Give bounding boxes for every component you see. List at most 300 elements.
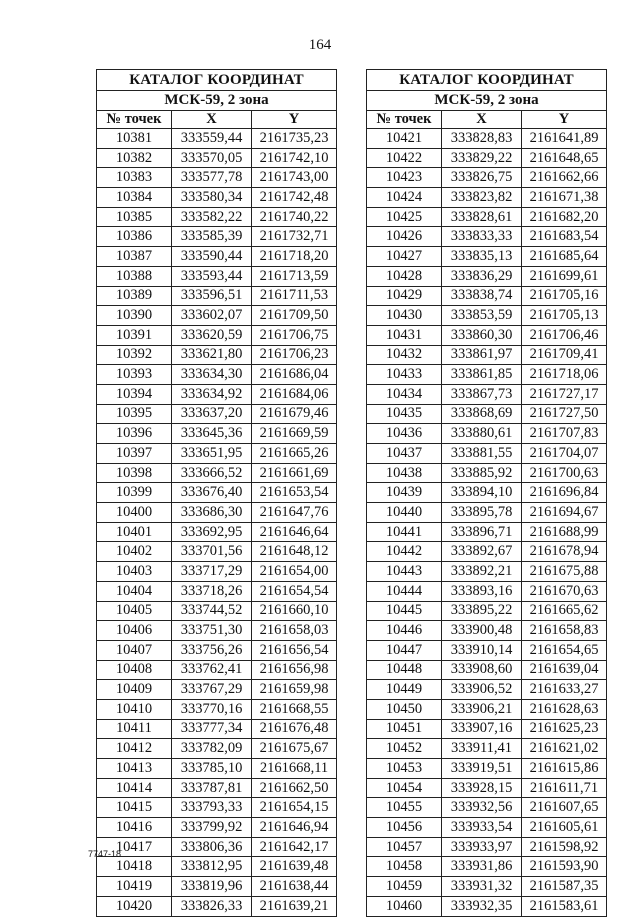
table-row — [367, 266, 607, 286]
y-coordinate-cell: 2161711,53 — [252, 286, 337, 306]
table-row — [97, 562, 337, 582]
point-number-cell: 10431 — [367, 325, 442, 345]
y-coordinate-cell: 2161654,65 — [522, 640, 607, 660]
table-row — [367, 680, 607, 700]
table-row — [97, 365, 337, 385]
x-coordinate-cell: 333861,97 — [442, 345, 522, 365]
table-row — [367, 483, 607, 503]
column-header-point-number: № точек — [97, 111, 172, 129]
table-row — [367, 384, 607, 404]
x-coordinate-cell: 333835,13 — [442, 247, 522, 267]
table-row — [97, 601, 337, 621]
table-row — [367, 207, 607, 227]
x-coordinate-cell: 333701,56 — [172, 542, 252, 562]
y-coordinate-cell: 2161682,20 — [522, 207, 607, 227]
y-coordinate-cell: 2161647,76 — [252, 503, 337, 523]
point-number-cell: 10450 — [367, 699, 442, 719]
x-coordinate-cell: 333932,56 — [442, 798, 522, 818]
point-number-cell: 10417 — [97, 837, 172, 857]
x-coordinate-cell: 333751,30 — [172, 621, 252, 641]
x-coordinate-cell: 333928,15 — [442, 778, 522, 798]
point-number-cell: 10456 — [367, 818, 442, 838]
x-coordinate-cell: 333881,55 — [442, 444, 522, 464]
y-coordinate-cell: 2161587,35 — [522, 877, 607, 897]
y-coordinate-cell: 2161713,59 — [252, 266, 337, 286]
y-coordinate-cell: 2161742,48 — [252, 188, 337, 208]
y-coordinate-cell: 2161642,17 — [252, 837, 337, 857]
point-number-cell: 10394 — [97, 384, 172, 404]
table-row — [97, 896, 337, 916]
point-number-cell: 10443 — [367, 562, 442, 582]
table-row — [97, 719, 337, 739]
point-number-cell: 10402 — [97, 542, 172, 562]
y-coordinate-cell: 2161696,84 — [522, 483, 607, 503]
y-coordinate-cell: 2161646,64 — [252, 522, 337, 542]
catalog-subtitle: МСК-59, 2 зона — [97, 91, 337, 111]
table-row — [367, 837, 607, 857]
y-coordinate-cell: 2161718,20 — [252, 247, 337, 267]
y-coordinate-cell: 2161665,62 — [522, 601, 607, 621]
column-header-point-number: № точек — [367, 111, 442, 129]
page-number: 164 — [308, 37, 332, 53]
table-row — [97, 818, 337, 838]
y-coordinate-cell: 2161671,38 — [522, 188, 607, 208]
point-number-cell: 10421 — [367, 129, 442, 149]
point-number-cell: 10391 — [97, 325, 172, 345]
x-coordinate-cell: 333744,52 — [172, 601, 252, 621]
x-coordinate-cell: 333634,92 — [172, 384, 252, 404]
point-number-cell: 10454 — [367, 778, 442, 798]
point-number-cell: 10415 — [97, 798, 172, 818]
y-coordinate-cell: 2161706,46 — [522, 325, 607, 345]
coordinate-catalog-left — [96, 69, 337, 917]
x-coordinate-cell: 333896,71 — [442, 522, 522, 542]
y-coordinate-cell: 2161743,00 — [252, 168, 337, 188]
y-coordinate-cell: 2161706,75 — [252, 325, 337, 345]
catalog-subtitle: МСК-59, 2 зона — [367, 91, 607, 111]
table-row — [97, 266, 337, 286]
table-row — [97, 404, 337, 424]
point-number-cell: 10413 — [97, 759, 172, 779]
y-coordinate-cell: 2161598,92 — [522, 837, 607, 857]
point-number-cell: 10423 — [367, 168, 442, 188]
y-coordinate-cell: 2161646,94 — [252, 818, 337, 838]
y-coordinate-cell: 2161648,65 — [522, 148, 607, 168]
column-header-y: Y — [522, 111, 607, 129]
y-coordinate-cell: 2161670,63 — [522, 581, 607, 601]
point-number-cell: 10444 — [367, 581, 442, 601]
x-coordinate-cell: 333931,32 — [442, 877, 522, 897]
x-coordinate-cell: 333895,22 — [442, 601, 522, 621]
y-coordinate-cell: 2161653,54 — [252, 483, 337, 503]
table-row — [367, 660, 607, 680]
table-row — [97, 699, 337, 719]
table-row — [367, 877, 607, 897]
table-row — [367, 168, 607, 188]
y-coordinate-cell: 2161686,04 — [252, 365, 337, 385]
x-coordinate-cell: 333894,10 — [442, 483, 522, 503]
x-coordinate-cell: 333829,22 — [442, 148, 522, 168]
y-coordinate-cell: 2161668,55 — [252, 699, 337, 719]
x-coordinate-cell: 333908,60 — [442, 660, 522, 680]
point-number-cell: 10430 — [367, 306, 442, 326]
point-number-cell: 10408 — [97, 660, 172, 680]
x-coordinate-cell: 333868,69 — [442, 404, 522, 424]
y-coordinate-cell: 2161660,10 — [252, 601, 337, 621]
x-coordinate-cell: 333853,59 — [442, 306, 522, 326]
y-coordinate-cell: 2161628,63 — [522, 699, 607, 719]
x-coordinate-cell: 333570,05 — [172, 148, 252, 168]
point-number-cell: 10410 — [97, 699, 172, 719]
point-number-cell: 10432 — [367, 345, 442, 365]
y-coordinate-cell: 2161678,94 — [522, 542, 607, 562]
point-number-cell: 10428 — [367, 266, 442, 286]
y-coordinate-cell: 2161704,07 — [522, 444, 607, 464]
x-coordinate-cell: 333885,92 — [442, 463, 522, 483]
x-coordinate-cell: 333637,20 — [172, 404, 252, 424]
x-coordinate-cell: 333577,78 — [172, 168, 252, 188]
x-coordinate-cell: 333911,41 — [442, 739, 522, 759]
table-row — [97, 640, 337, 660]
y-coordinate-cell: 2161718,06 — [522, 365, 607, 385]
point-number-cell: 10440 — [367, 503, 442, 523]
y-coordinate-cell: 2161675,88 — [522, 562, 607, 582]
point-number-cell: 10384 — [97, 188, 172, 208]
y-coordinate-cell: 2161709,41 — [522, 345, 607, 365]
y-coordinate-cell: 2161685,64 — [522, 247, 607, 267]
point-number-cell: 10447 — [367, 640, 442, 660]
point-number-cell: 10400 — [97, 503, 172, 523]
y-coordinate-cell: 2161665,26 — [252, 444, 337, 464]
x-coordinate-cell: 333919,51 — [442, 759, 522, 779]
point-number-cell: 10453 — [367, 759, 442, 779]
y-coordinate-cell: 2161648,12 — [252, 542, 337, 562]
table-row — [367, 306, 607, 326]
y-coordinate-cell: 2161740,22 — [252, 207, 337, 227]
y-coordinate-cell: 2161639,04 — [522, 660, 607, 680]
x-coordinate-cell: 333666,52 — [172, 463, 252, 483]
table-row — [367, 759, 607, 779]
x-coordinate-cell: 333799,92 — [172, 818, 252, 838]
x-coordinate-cell: 333819,96 — [172, 877, 252, 897]
point-number-cell: 10458 — [367, 857, 442, 877]
point-number-cell: 10424 — [367, 188, 442, 208]
coordinate-catalog-right — [366, 69, 607, 917]
table-row — [97, 325, 337, 345]
x-coordinate-cell: 333585,39 — [172, 227, 252, 247]
x-coordinate-cell: 333582,22 — [172, 207, 252, 227]
point-number-cell: 10445 — [367, 601, 442, 621]
y-coordinate-cell: 2161705,16 — [522, 286, 607, 306]
y-coordinate-cell: 2161625,23 — [522, 719, 607, 739]
table-row — [367, 818, 607, 838]
table-row — [367, 640, 607, 660]
point-number-cell: 10382 — [97, 148, 172, 168]
table-row — [367, 503, 607, 523]
table-row — [97, 188, 337, 208]
point-number-cell: 10437 — [367, 444, 442, 464]
x-coordinate-cell: 333787,81 — [172, 778, 252, 798]
table-row — [367, 739, 607, 759]
table-row — [367, 325, 607, 345]
y-coordinate-cell: 2161676,48 — [252, 719, 337, 739]
x-coordinate-cell: 333785,10 — [172, 759, 252, 779]
y-coordinate-cell: 2161709,50 — [252, 306, 337, 326]
table-row — [97, 798, 337, 818]
x-coordinate-cell: 333767,29 — [172, 680, 252, 700]
y-coordinate-cell: 2161611,71 — [522, 778, 607, 798]
table-row — [97, 148, 337, 168]
x-coordinate-cell: 333645,36 — [172, 424, 252, 444]
table-row — [97, 384, 337, 404]
point-number-cell: 10435 — [367, 404, 442, 424]
table-row — [97, 168, 337, 188]
x-coordinate-cell: 333836,29 — [442, 266, 522, 286]
point-number-cell: 10434 — [367, 384, 442, 404]
x-coordinate-cell: 333833,33 — [442, 227, 522, 247]
y-coordinate-cell: 2161742,10 — [252, 148, 337, 168]
point-number-cell: 10452 — [367, 739, 442, 759]
table-row — [97, 227, 337, 247]
x-coordinate-cell: 333651,95 — [172, 444, 252, 464]
point-number-cell: 10397 — [97, 444, 172, 464]
table-row — [367, 601, 607, 621]
y-coordinate-cell: 2161633,27 — [522, 680, 607, 700]
y-coordinate-cell: 2161732,71 — [252, 227, 337, 247]
x-coordinate-cell: 333686,30 — [172, 503, 252, 523]
x-coordinate-cell: 333933,97 — [442, 837, 522, 857]
x-coordinate-cell: 333596,51 — [172, 286, 252, 306]
x-coordinate-cell: 333892,21 — [442, 562, 522, 582]
y-coordinate-cell: 2161639,21 — [252, 896, 337, 916]
y-coordinate-cell: 2161662,50 — [252, 778, 337, 798]
point-number-cell: 10457 — [367, 837, 442, 857]
y-coordinate-cell: 2161656,98 — [252, 660, 337, 680]
point-number-cell: 10420 — [97, 896, 172, 916]
y-coordinate-cell: 2161707,83 — [522, 424, 607, 444]
table-row — [97, 503, 337, 523]
x-coordinate-cell: 333900,48 — [442, 621, 522, 641]
column-header-y: Y — [252, 111, 337, 129]
point-number-cell: 10399 — [97, 483, 172, 503]
y-coordinate-cell: 2161675,67 — [252, 739, 337, 759]
point-number-cell: 10409 — [97, 680, 172, 700]
x-coordinate-cell: 333634,30 — [172, 365, 252, 385]
column-header-x: X — [172, 111, 252, 129]
x-coordinate-cell: 333932,35 — [442, 896, 522, 916]
y-coordinate-cell: 2161694,67 — [522, 503, 607, 523]
x-coordinate-cell: 333906,21 — [442, 699, 522, 719]
point-number-cell: 10392 — [97, 345, 172, 365]
x-coordinate-cell: 333620,59 — [172, 325, 252, 345]
table-row — [367, 444, 607, 464]
x-coordinate-cell: 333838,74 — [442, 286, 522, 306]
point-number-cell: 10390 — [97, 306, 172, 326]
x-coordinate-cell: 333770,16 — [172, 699, 252, 719]
y-coordinate-cell: 2161668,11 — [252, 759, 337, 779]
point-number-cell: 10404 — [97, 581, 172, 601]
catalog-body — [97, 129, 337, 917]
point-number-cell: 10385 — [97, 207, 172, 227]
point-number-cell: 10455 — [367, 798, 442, 818]
table-row — [97, 483, 337, 503]
catalog-title: КАТАЛОГ КООРДИНАТ — [367, 70, 607, 91]
catalog-title: КАТАЛОГ КООРДИНАТ — [97, 70, 337, 91]
y-coordinate-cell: 2161656,54 — [252, 640, 337, 660]
y-coordinate-cell: 2161679,46 — [252, 404, 337, 424]
table-row — [367, 621, 607, 641]
y-coordinate-cell: 2161658,83 — [522, 621, 607, 641]
table-row — [367, 699, 607, 719]
x-coordinate-cell: 333867,73 — [442, 384, 522, 404]
table-row — [97, 877, 337, 897]
point-number-cell: 10407 — [97, 640, 172, 660]
point-number-cell: 10446 — [367, 621, 442, 641]
table-row — [97, 621, 337, 641]
y-coordinate-cell: 2161727,17 — [522, 384, 607, 404]
y-coordinate-cell: 2161659,98 — [252, 680, 337, 700]
x-coordinate-cell: 333907,16 — [442, 719, 522, 739]
point-number-cell: 10439 — [367, 483, 442, 503]
table-row — [367, 286, 607, 306]
table-row — [97, 837, 337, 857]
y-coordinate-cell: 2161727,50 — [522, 404, 607, 424]
table-row — [97, 680, 337, 700]
y-coordinate-cell: 2161605,61 — [522, 818, 607, 838]
table-row — [367, 404, 607, 424]
table-row — [97, 207, 337, 227]
table-row — [97, 247, 337, 267]
y-coordinate-cell: 2161615,86 — [522, 759, 607, 779]
point-number-cell: 10393 — [97, 365, 172, 385]
x-coordinate-cell: 333861,85 — [442, 365, 522, 385]
table-row — [97, 129, 337, 149]
y-coordinate-cell: 2161683,54 — [522, 227, 607, 247]
x-coordinate-cell: 333777,34 — [172, 719, 252, 739]
y-coordinate-cell: 2161607,65 — [522, 798, 607, 818]
table-row — [367, 542, 607, 562]
point-number-cell: 10422 — [367, 148, 442, 168]
point-number-cell: 10383 — [97, 168, 172, 188]
x-coordinate-cell: 333676,40 — [172, 483, 252, 503]
x-coordinate-cell: 333823,82 — [442, 188, 522, 208]
y-coordinate-cell: 2161638,44 — [252, 877, 337, 897]
x-coordinate-cell: 333828,61 — [442, 207, 522, 227]
point-number-cell: 10425 — [367, 207, 442, 227]
point-number-cell: 10411 — [97, 719, 172, 739]
table-row — [97, 739, 337, 759]
table-row — [97, 857, 337, 877]
y-coordinate-cell: 2161621,02 — [522, 739, 607, 759]
x-coordinate-cell: 333910,14 — [442, 640, 522, 660]
point-number-cell: 10451 — [367, 719, 442, 739]
point-number-cell: 10419 — [97, 877, 172, 897]
x-coordinate-cell: 333580,34 — [172, 188, 252, 208]
table-row — [367, 896, 607, 916]
y-coordinate-cell: 2161684,06 — [252, 384, 337, 404]
point-number-cell: 10418 — [97, 857, 172, 877]
x-coordinate-cell: 333895,78 — [442, 503, 522, 523]
y-coordinate-cell: 2161583,61 — [522, 896, 607, 916]
point-number-cell: 10459 — [367, 877, 442, 897]
x-coordinate-cell: 333793,33 — [172, 798, 252, 818]
y-coordinate-cell: 2161699,61 — [522, 266, 607, 286]
column-header-x: X — [442, 111, 522, 129]
x-coordinate-cell: 333621,80 — [172, 345, 252, 365]
table-row — [367, 798, 607, 818]
table-row — [367, 247, 607, 267]
point-number-cell: 10448 — [367, 660, 442, 680]
y-coordinate-cell: 2161661,69 — [252, 463, 337, 483]
x-coordinate-cell: 333590,44 — [172, 247, 252, 267]
point-number-cell: 10460 — [367, 896, 442, 916]
x-coordinate-cell: 333593,44 — [172, 266, 252, 286]
x-coordinate-cell: 333931,86 — [442, 857, 522, 877]
table-row — [367, 778, 607, 798]
x-coordinate-cell: 333893,16 — [442, 581, 522, 601]
x-coordinate-cell: 333692,95 — [172, 522, 252, 542]
x-coordinate-cell: 333933,54 — [442, 818, 522, 838]
point-number-cell: 10438 — [367, 463, 442, 483]
table-row — [97, 542, 337, 562]
x-coordinate-cell: 333718,26 — [172, 581, 252, 601]
point-number-cell: 10414 — [97, 778, 172, 798]
table-row — [97, 444, 337, 464]
table-row — [367, 129, 607, 149]
x-coordinate-cell: 333860,30 — [442, 325, 522, 345]
point-number-cell: 10406 — [97, 621, 172, 641]
x-coordinate-cell: 333892,67 — [442, 542, 522, 562]
y-coordinate-cell: 2161593,90 — [522, 857, 607, 877]
catalog-body — [367, 129, 607, 917]
table-row — [97, 306, 337, 326]
point-number-cell: 10386 — [97, 227, 172, 247]
point-number-cell: 10433 — [367, 365, 442, 385]
table-row — [367, 188, 607, 208]
point-number-cell: 10427 — [367, 247, 442, 267]
table-row — [97, 522, 337, 542]
table-row — [97, 759, 337, 779]
y-coordinate-cell: 2161654,15 — [252, 798, 337, 818]
x-coordinate-cell: 333906,52 — [442, 680, 522, 700]
table-row — [97, 660, 337, 680]
table-row — [97, 286, 337, 306]
x-coordinate-cell: 333782,09 — [172, 739, 252, 759]
point-number-cell: 10449 — [367, 680, 442, 700]
table-row — [97, 424, 337, 444]
x-coordinate-cell: 333880,61 — [442, 424, 522, 444]
table-row — [367, 345, 607, 365]
table-row — [367, 463, 607, 483]
table-row — [367, 522, 607, 542]
y-coordinate-cell: 2161705,13 — [522, 306, 607, 326]
point-number-cell: 10395 — [97, 404, 172, 424]
table-row — [367, 562, 607, 582]
table-row — [367, 148, 607, 168]
point-number-cell: 10401 — [97, 522, 172, 542]
point-number-cell: 10412 — [97, 739, 172, 759]
x-coordinate-cell: 333559,44 — [172, 129, 252, 149]
x-coordinate-cell: 333717,29 — [172, 562, 252, 582]
table-row — [367, 365, 607, 385]
y-coordinate-cell: 2161654,00 — [252, 562, 337, 582]
x-coordinate-cell: 333602,07 — [172, 306, 252, 326]
y-coordinate-cell: 2161654,54 — [252, 581, 337, 601]
table-row — [367, 857, 607, 877]
point-number-cell: 10429 — [367, 286, 442, 306]
x-coordinate-cell: 333828,83 — [442, 129, 522, 149]
table-row — [367, 424, 607, 444]
